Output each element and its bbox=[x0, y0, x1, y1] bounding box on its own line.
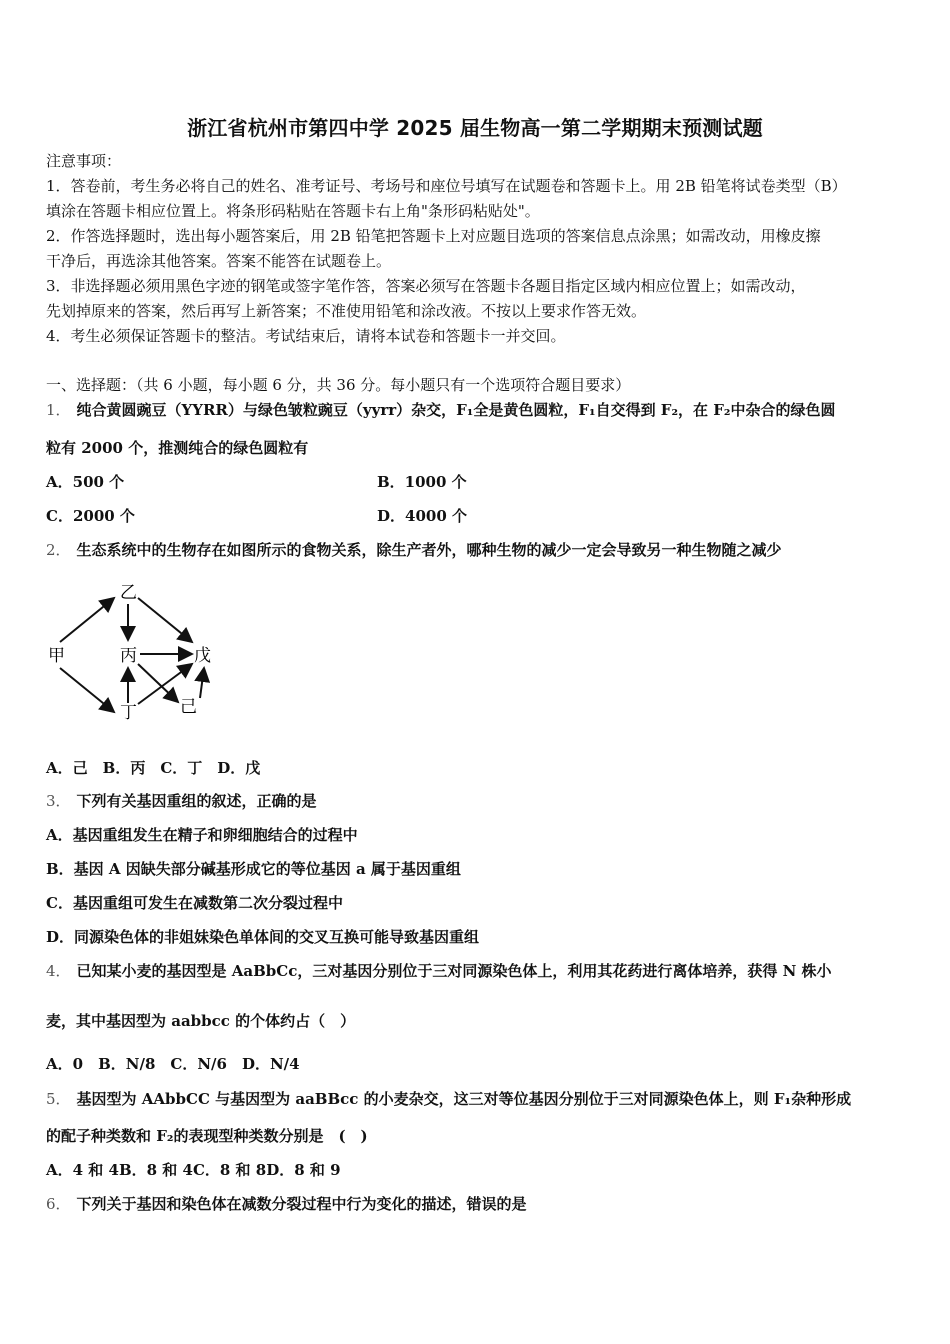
arrow-bing-ji bbox=[138, 664, 178, 702]
question-2-options: A．己 B．丙 C．丁 D．戊 bbox=[46, 759, 261, 777]
node-bing: 丙 bbox=[120, 646, 137, 666]
node-yi: 乙 bbox=[120, 583, 137, 603]
question-number: 4． bbox=[46, 962, 71, 980]
question-number: 3． bbox=[46, 792, 71, 810]
node-jia: 甲 bbox=[48, 646, 65, 666]
question-1-line-1 bbox=[46, 399, 906, 421]
question-text: 下列有关基因重组的叙述，正确的是 bbox=[76, 792, 317, 810]
notice-item-3-line-1: 3．非选择题必须用黑色字迹的钢笔或签字笔作答，答案必须写在答题卡各题目指定区域内相应位置上；如需改动， bbox=[46, 277, 806, 295]
notice-heading: 注意事项： bbox=[46, 152, 122, 170]
page-title: 浙江省杭州市第四中学 2025 届生物高一第二学期期末预测试题 bbox=[187, 116, 763, 140]
food-web-diagram bbox=[40, 578, 230, 728]
question-number: 6． bbox=[46, 1195, 71, 1213]
notice-item-2-line-2: 干净后，再选涂其他答案。答案不能答在试题卷上。 bbox=[46, 252, 392, 270]
arrow-yi-wu bbox=[138, 598, 192, 642]
question-3-option-d: D．同源染色体的非姐妹染色单体间的交叉互换可能导致基因重组 bbox=[46, 928, 480, 946]
question-2-line bbox=[46, 539, 906, 561]
arrow-ji-wu bbox=[200, 668, 204, 698]
question-5-line-1 bbox=[46, 1088, 906, 1110]
question-number: 1． bbox=[46, 401, 71, 419]
arrow-jia-ding bbox=[60, 668, 114, 712]
node-ding: 丁 bbox=[120, 703, 137, 723]
question-5-line-2: 的配子种类数和 F₂的表现型种类数分别是 ( ) bbox=[46, 1127, 368, 1145]
question-text: 生态系统中的生物存在如图所示的食物关系，除生产者外，哪种生物的减少一定会导致另一种生物随之减少 bbox=[76, 541, 782, 559]
question-text: 下列关于基因和染色体在减数分裂过程中行为变化的描述，错误的是 bbox=[76, 1195, 527, 1213]
node-ji: 己 bbox=[180, 697, 197, 717]
question-text: 已知某小麦的基因型是 AaBbCc，三对基因分别位于三对同源染色体上，利用其花药进行离体培养，获得 N 株小 bbox=[76, 962, 832, 980]
question-4-line-1 bbox=[46, 960, 906, 982]
question-1-option-a: A．500 个 bbox=[46, 473, 125, 491]
notice-item-3-line-2: 先划掉原来的答案，然后再写上新答案；不准使用铅笔和涂改液。不按以上要求作答无效。 bbox=[46, 302, 647, 320]
node-wu: 戊 bbox=[194, 646, 211, 666]
arrow-jia-yi bbox=[60, 598, 114, 642]
question-3-option-b: B．基因 A 因缺失部分碱基形成它的等位基因 a 属于基因重组 bbox=[46, 860, 461, 878]
question-number: 5． bbox=[46, 1090, 71, 1108]
question-text: 基因型为 AAbbCC 与基因型为 aaBBcc 的小麦杂交，这三对等位基因分别位于三对同源染色体上，则 F₁杂种形成 bbox=[76, 1090, 852, 1108]
notice-item-1-line-2: 填涂在答题卡相应位置上。将条形码粘贴在答题卡右上角"条形码粘贴处"。 bbox=[46, 202, 540, 220]
question-1-option-c: C．2000 个 bbox=[46, 507, 135, 525]
notice-item-2-line-1: 2．作答选择题时，选出每小题答案后，用 2B 铅笔把答题卡上对应题目选项的答案信息点涂黑；如需改动，用橡皮擦 bbox=[46, 227, 821, 245]
notice-item-1-line-1: 1．答卷前，考生务必将自己的姓名、准考证号、考场号和座位号填写在试题卷和答题卡上。用 2B 铅笔将试卷类型（B） bbox=[46, 177, 847, 195]
section-heading: 一、选择题：（共 6 小题，每小题 6 分，共 36 分。每小题只有一个选项符合题目要求） bbox=[46, 376, 631, 394]
question-4-options: A．0 B．N/8 C．N/6 D．N/4 bbox=[46, 1055, 300, 1073]
question-1-option-d: D．4000 个 bbox=[377, 507, 467, 525]
question-6-line bbox=[46, 1193, 906, 1215]
question-3-option-a: A．基因重组发生在精子和卵细胞结合的过程中 bbox=[46, 826, 358, 844]
question-number: 2． bbox=[46, 541, 71, 559]
question-4-line-2: 麦，其中基因型为 aabbcc 的个体约占（ ） bbox=[46, 1012, 356, 1030]
question-3-option-c: C．基因重组可发生在减数第二次分裂过程中 bbox=[46, 894, 343, 912]
question-3-line bbox=[46, 790, 906, 812]
question-1-line-2: 粒有 2000 个，推测纯合的绿色圆粒有 bbox=[46, 439, 309, 457]
question-1-option-b: B．1000 个 bbox=[377, 473, 467, 491]
question-text: 纯合黄圆豌豆（YYRR）与绿色皱粒豌豆（yyrr）杂交，F₁全是黄色圆粒，F₁自交得到 F₂，在 F₂中杂合的绿色圆 bbox=[76, 401, 836, 419]
question-5-options: A．4 和 4B．8 和 4C．8 和 8D．8 和 9 bbox=[46, 1161, 341, 1179]
notice-item-4: 4．考生必须保证答题卡的整洁。考试结束后，请将本试卷和答题卡一并交回。 bbox=[46, 327, 566, 345]
